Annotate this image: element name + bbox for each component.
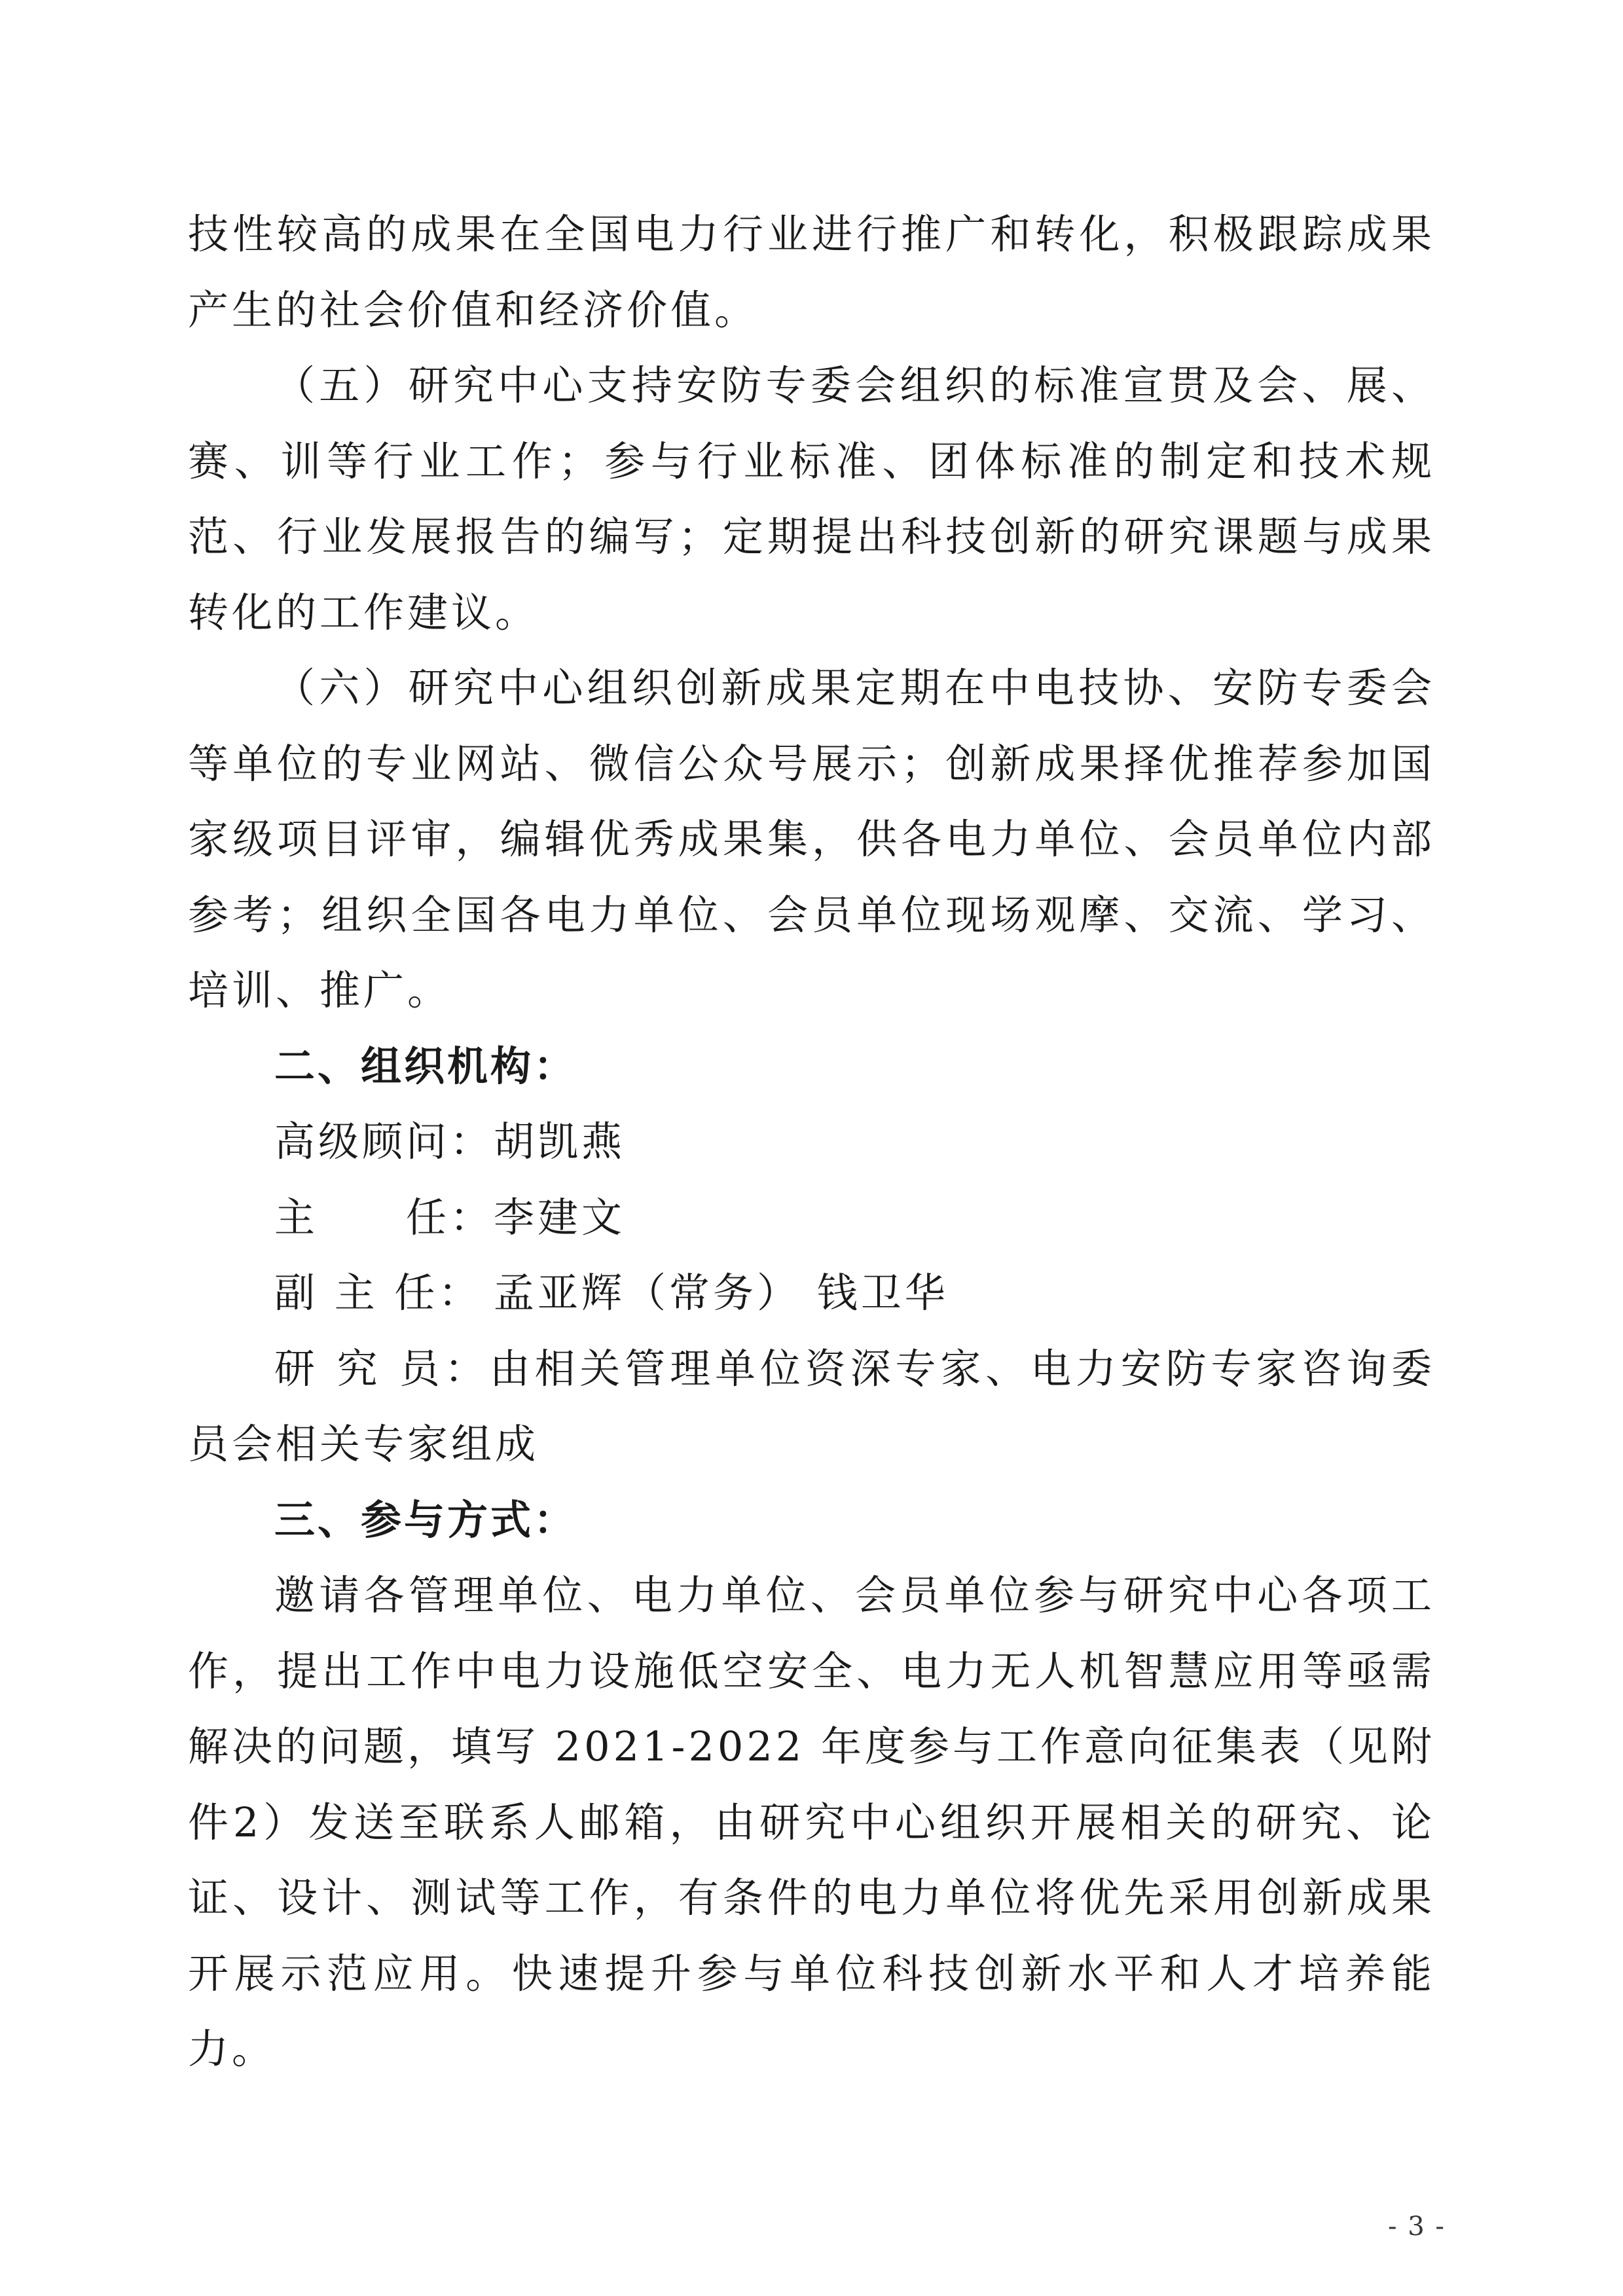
- paragraph-item-5: （五）研究中心支持安防专委会组织的标准宣贯及会、展、赛、训等行业工作；参与行业标准、团体标准的制定和技术规范、行业发展报告的编写；定期提出科技创新的研究课题与成果转化的工作建议。: [188, 361, 1435, 636]
- org-advisor-label: 高级顾问：: [274, 1118, 494, 1165]
- paragraph-item-6: （六）研究中心组织创新成果定期在中电技协、安防专委会等单位的专业网站、微信公众号展示；创新成果择优推荐参加国家级项目评审，编辑优秀成果集，供各电力单位、会员单位内部参考；组织全国各电力单位、会员单位现场观摩、交流、学习、培训、推广。: [188, 664, 1435, 1014]
- org-deputy-value: 孟亚辉（常务） 钱卫华: [494, 1269, 949, 1317]
- section-heading-organization: 二、组织机构：: [274, 1042, 577, 1090]
- org-director-value: 李建文: [494, 1193, 626, 1241]
- org-director-row: [188, 1180, 1435, 1256]
- page-number: - 3 -: [1388, 2212, 1446, 2242]
- org-deputy-label: 副 主 任：: [274, 1269, 483, 1317]
- org-deputy-row: [188, 1255, 1435, 1331]
- paragraph-participation: 邀请各管理单位、电力单位、会员单位参与研究中心各项工作，提出工作中电力设施低空安全、电力无人机智慧应用等亟需解决的问题，填写 2021-2022 年度参与工作意向征集表（见附件2）发送至联系人邮箱，由研究中心组织开展相关的研究、论证、设计、测试等工作，有条件的电力单位将优先采用创新成果开展示范应用。快速提升参与单位科技创新水平和人才培养能力。: [188, 1571, 1435, 2073]
- org-director-label: 主 任：: [274, 1193, 494, 1241]
- org-advisor-value: 胡凯燕: [494, 1118, 626, 1165]
- org-researcher-row: 研 究 员：由相关管理单位资深专家、电力安防专家咨询委员会相关专家组成: [188, 1344, 1435, 1468]
- document-body: [188, 196, 1435, 2087]
- section-heading-participation: 三、参与方式：: [274, 1495, 577, 1544]
- org-advisor-row: [188, 1104, 1435, 1180]
- paragraph-continued: 技性较高的成果在全国电力行业进行推广和转化，积极跟踪成果产生的社会价值和经济价值。: [188, 210, 1435, 334]
